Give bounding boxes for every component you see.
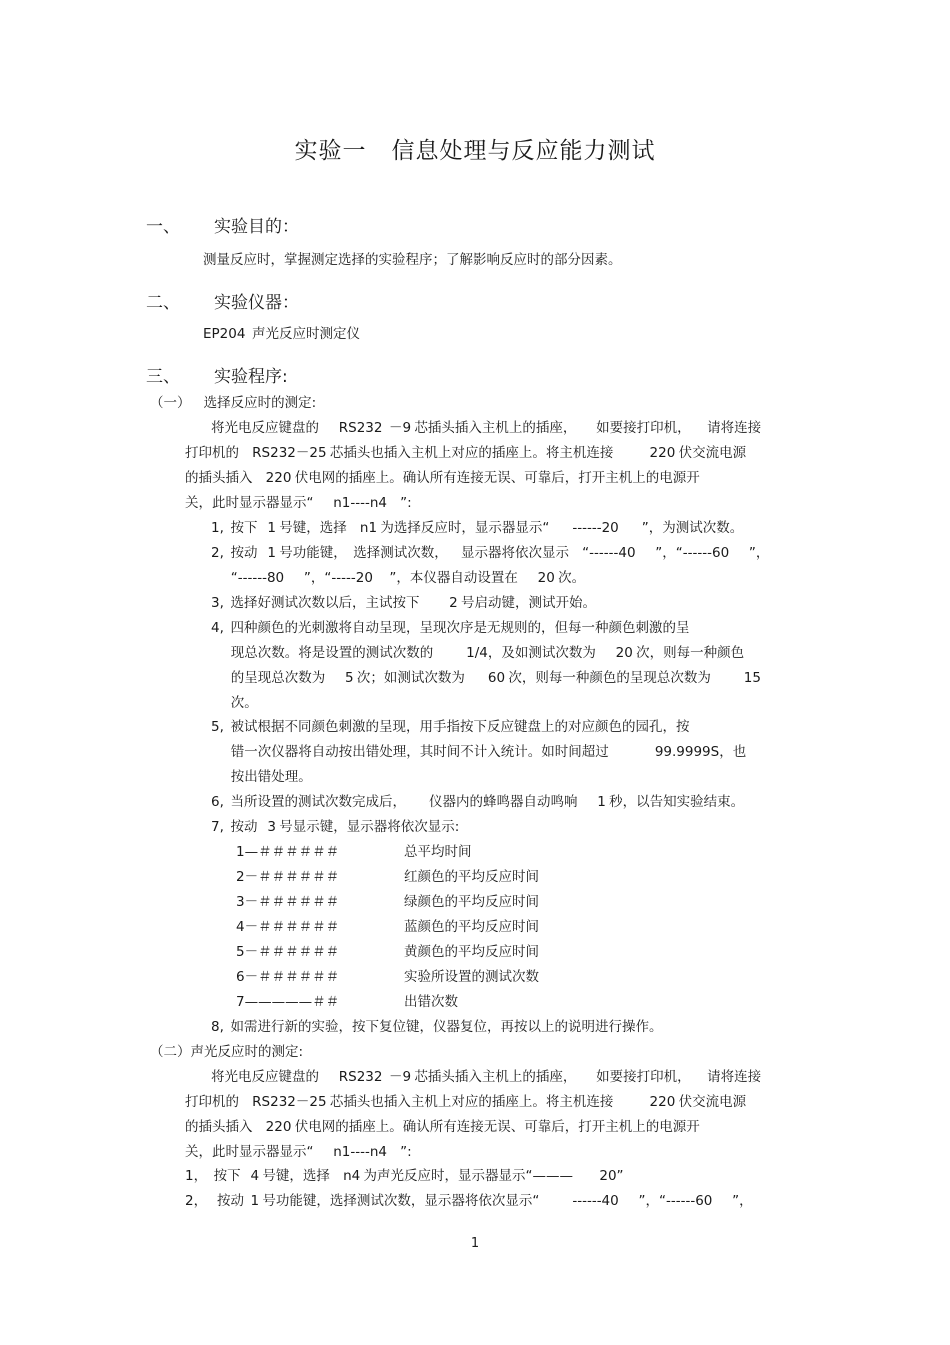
part1-step: 7, 按动 3 号显示键，显示器将依次显示: xyxy=(211,819,460,835)
part1-step: 6, 当所设置的测试次数完成后， 仪器内的蜂鸣器自动鸣响 1 秒，以告知实验结束。 xyxy=(211,794,745,810)
section-label: 实验仪器： xyxy=(214,293,299,313)
part1-step: 次。 xyxy=(211,695,258,711)
part1-intro-line: 将光电反应键盘的 RS232 －9 芯插头插入主机上的插座， 如要接打印机， 请将连接 xyxy=(211,420,762,436)
part1-step: 现总次数。将是设置的测试次数的 1/4，及如测试次数为 20 次，则每一种颜色 xyxy=(211,645,745,661)
section-number: 二、 xyxy=(146,293,180,313)
display-item-code: 6－＃＃＃＃＃＃ xyxy=(236,969,340,985)
part2-intro-line: 将光电反应键盘的 RS232 －9 芯插头插入主机上的插座， 如要接打印机， 请将连接 xyxy=(211,1069,762,1085)
page-number: 1 xyxy=(470,1236,480,1251)
display-item-code: 5－＃＃＃＃＃＃ xyxy=(236,944,340,960)
instrument-text: EP204 声光反应时测定仪 xyxy=(203,326,361,342)
display-item-desc: 总平均时间 xyxy=(404,844,472,860)
display-item-desc: 黄颜色的平均反应时间 xyxy=(404,944,539,960)
part1-step: 8, 如需进行新的实验，按下复位键，仪器复位，再按以上的说明进行操作。 xyxy=(211,1019,663,1035)
display-item-desc: 蓝颜色的平均反应时间 xyxy=(404,919,539,935)
part1-step: “------80 ”，“-----20 ”，本仪器自动设置在 20 次。 xyxy=(211,570,586,586)
display-item-code: 4－＃＃＃＃＃＃ xyxy=(236,919,340,935)
display-item-desc: 红颜色的平均反应时间 xyxy=(404,869,539,885)
part1-step: 的呈现总次数为 5 次；如测试次数为 60 次，则每一种颜色的呈现总次数为 15 xyxy=(211,670,761,686)
part2-intro-line: 关，此时显示器显示“ n1----n4 ”: xyxy=(185,1144,412,1160)
part1-step: 3, 选择好测试次数以后，主试按下 2 号启动键，测试开始。 xyxy=(211,595,596,611)
section-label: 实验程序: xyxy=(214,367,288,387)
part1-step: 5, 被试根据不同颜色刺激的呈现，用手指按下反应键盘上的对应颜色的园孔，按 xyxy=(211,719,690,735)
section-label: 实验目的： xyxy=(214,217,299,237)
display-item-code: 3－＃＃＃＃＃＃ xyxy=(236,894,340,910)
part1-step: 错一次仪器将自动按出错处理，其时间不计入统计。如时间超过 99.9999S，也 xyxy=(211,744,747,760)
display-item-desc: 绿颜色的平均反应时间 xyxy=(404,894,539,910)
part2-intro-line: 的插头插入 220 伏电网的插座上。确认所有连接无误、可靠后，打开主机上的电源开 xyxy=(185,1119,700,1135)
part1-step: 2, 按动 1 号功能键， 选择测试次数， 显示器将依次显示 “------40 ”，“------60 ”， xyxy=(211,545,770,561)
display-item-code: 7—————＃＃ xyxy=(236,994,340,1010)
document-title: 实验一 信息处理与反应能力测试 xyxy=(294,138,656,164)
part2-heading: （二）声光反应时的测定: xyxy=(150,1044,304,1060)
part1-step: 1, 按下 1 号键，选择 n1 为选择反应时，显示器显示“ ------20 ”，为测试次数。 xyxy=(211,520,744,536)
purpose-text: 测量反应时，掌握测定选择的实验程序；了解影响反应时的部分因素。 xyxy=(203,252,622,268)
part2-step: 1， 按下 4 号键，选择 n4 为声光反应时，显示器显示“——— 20” xyxy=(185,1168,624,1184)
part1-intro-line: 关，此时显示器显示“ n1----n4 ”: xyxy=(185,495,412,511)
part2-intro-line: 打印机的 RS232－25 芯插头也插入主机上对应的插座上。将主机连接 220 伏交流电源 xyxy=(185,1094,747,1110)
display-item-code: 1—＃＃＃＃＃＃ xyxy=(236,844,340,860)
display-item-code: 2－＃＃＃＃＃＃ xyxy=(236,869,340,885)
part1-step: 4, 四种颜色的光刺激将自动呈现，呈现次序是无规则的，但每一种颜色刺激的呈 xyxy=(211,620,690,636)
display-item-desc: 实验所设置的测试次数 xyxy=(404,969,539,985)
section-number: 一、 xyxy=(146,217,180,237)
part1-intro-line: 打印机的 RS232－25 芯插头也插入主机上对应的插座上。将主机连接 220 伏交流电源 xyxy=(185,445,747,461)
part1-intro-line: 的插头插入 220 伏电网的插座上。确认所有连接无误、可靠后，打开主机上的电源开 xyxy=(185,470,700,486)
part1-step: 按出错处理。 xyxy=(211,769,312,785)
part2-step: 2， 按动 1 号功能键，选择测试次数，显示器将依次显示“ ------40 ”，“------60 ”， xyxy=(185,1193,753,1209)
display-item-desc: 出错次数 xyxy=(404,994,458,1010)
part1-heading: （一） 选择反应时的测定: xyxy=(150,395,317,411)
section-number: 三、 xyxy=(146,367,180,387)
